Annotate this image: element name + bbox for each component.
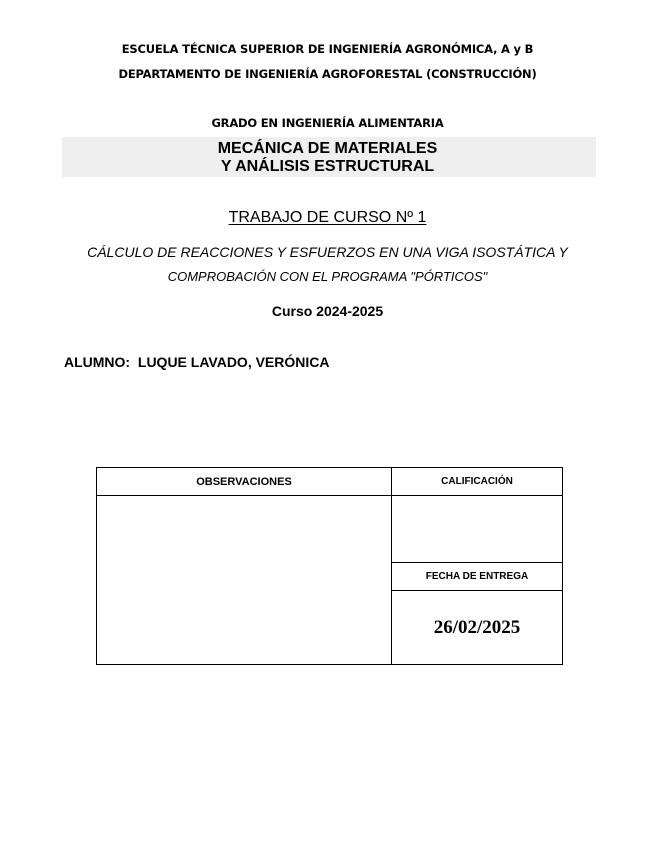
department-name: DEPARTAMENTO DE INGENIERÍA AGROFORESTAL (CONSTRUCCIÓN) [118,67,537,81]
subject-title-line1: MECÁNICA DE MATERIALES [217,140,438,157]
assignment-title: TRABAJO DE CURSO Nº 1 [228,209,427,226]
grade-header: CALIFICACIÓN [392,468,563,496]
observations-header: OBSERVACIONES [97,468,392,496]
observations-cell [97,496,392,665]
degree-name: GRADO EN INGENIERÍA ALIMENTARIA [211,116,444,130]
evaluation-table [96,467,563,665]
delivery-date-header: FECHA DE ENTREGA [392,563,563,591]
student-label: ALUMNO: [64,354,131,370]
student-line [64,354,330,370]
delivery-date: 26/02/2025 [392,591,563,665]
grade-cell [392,496,563,563]
student-name: LUQUE LAVADO, VERÓNICA [137,354,330,370]
course-year: Curso 2024-2025 [271,303,384,319]
assignment-description-line1: CÁLCULO DE REACCIONES Y ESFUERZOS EN UNA VIGA ISOSTÁTICA Y [87,244,568,260]
subject-title-line2: Y ANÁLISIS ESTRUCTURAL [220,158,435,175]
school-name: ESCUELA TÉCNICA SUPERIOR DE INGENIERÍA AGRONÓMICA, A y B [121,42,534,56]
assignment-description-line2: COMPROBACIÓN CON EL PROGRAMA "PÓRTICOS" [167,269,488,284]
